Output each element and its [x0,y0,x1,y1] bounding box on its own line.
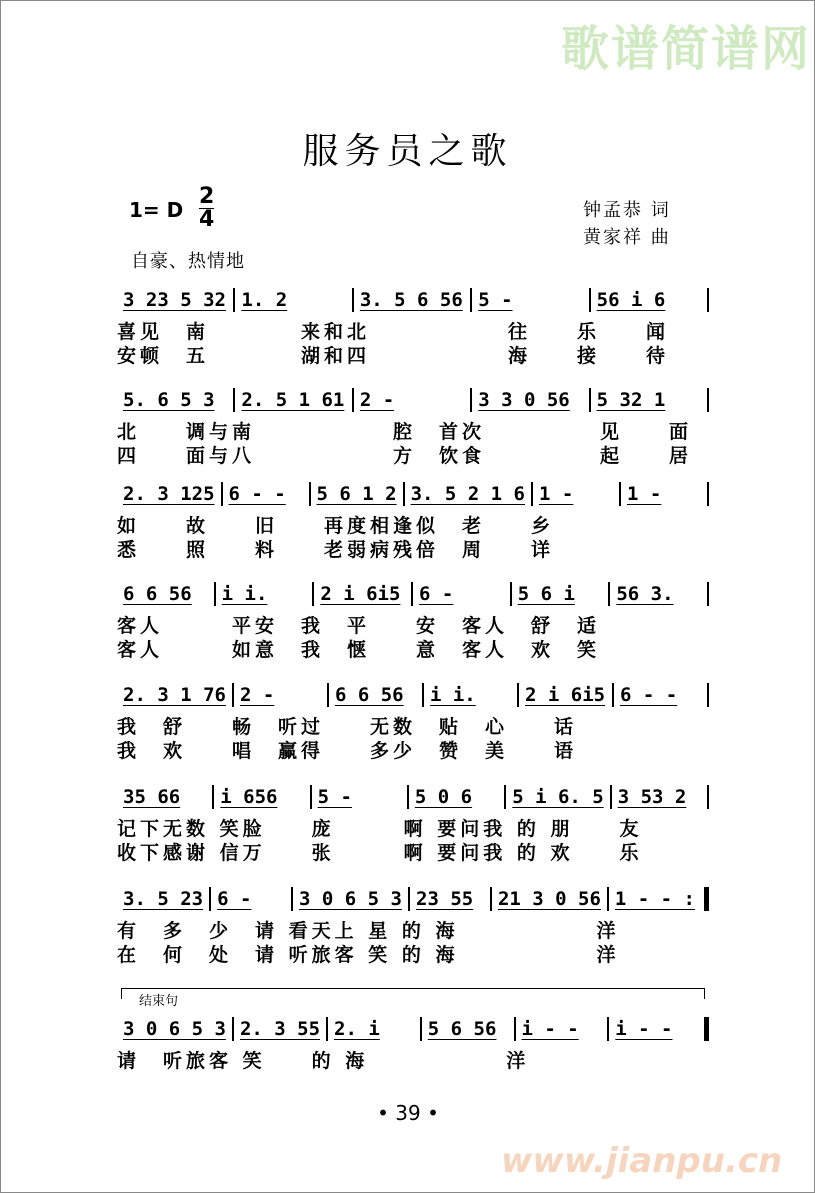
lyricist: 钟孟恭 词 [583,200,671,221]
measure: 2. i [334,1018,380,1040]
measure: 1 - [626,483,662,505]
measure: 3 53 2 [617,786,687,808]
lyrics-verse-2: 客人 如意 我 惬 意 客人 欢 笑 [117,639,601,661]
measure: 1 - - : [614,888,695,910]
measure: 6 6 56 [334,684,404,706]
lyrics-verse-2: 我 欢 唱 赢得 多少 赞 美 语 [117,740,578,762]
measure: 5 6 i [517,583,575,605]
credits [583,197,671,251]
lyrics-verse-2: 四 面与八 方 饮食 起 居 [117,445,693,467]
measure: 2. 3 55 [239,1018,321,1040]
bar-line [707,482,709,506]
measure: i - - [521,1018,579,1040]
notation-row [117,886,709,912]
time-numerator: 2 [199,184,215,209]
notation-row [117,682,709,708]
lyrics-verse-1: 请 听旅客 笑 的 海 洋 [117,1050,530,1072]
notation-row [117,1016,709,1042]
song-title: 服务员之歌 [302,131,513,172]
measure: 2 - [239,684,275,706]
measure: i i. [221,583,268,605]
key-label: 1= D [129,198,184,222]
measure: 3. 5 6 56 [359,289,463,311]
lyrics-verse-1: 如 故 旧 再度相逢似 老 乡 [117,515,555,537]
measure: 3 3 0 56 [478,389,570,411]
lyrics-verse-1: 我 舒 畅 听过 无数 贴 心 话 [117,716,578,738]
measure: 2. 3 1 76 [123,684,226,706]
measure: 2. 3 125 [123,483,215,505]
measure: 5 32 1 [596,389,666,411]
tempo-marking: 自豪、热情地 [131,251,245,272]
measure: i - - [615,1018,673,1040]
bar-line [707,785,709,809]
measure: 5 0 6 [414,786,473,808]
composer: 黄家祥 曲 [583,227,671,248]
measure: 56 3. [616,583,674,605]
lyrics-verse-2: 安顿 五 湖和四 海 接 待 [117,345,670,367]
measure: 1 - [538,483,574,505]
measure: 3 0 6 5 3 [299,888,402,910]
lyrics-verse-1: 喜见 南 来和北 往 乐 闻 [117,321,670,343]
notation-row [117,784,709,810]
time-signature [199,186,214,231]
measure: 6 - - [228,483,286,505]
measure: 3. 5 23 [123,888,204,910]
measure: 3 23 5 32 [123,289,226,311]
measure: 5 6 1 2 [316,483,397,505]
ending-label: 结束句 [139,994,179,1009]
notation-row [117,481,709,507]
measure: 6 - [217,888,252,910]
measure: 5 - [478,289,513,311]
measure: 5. 6 5 3 [123,389,215,411]
time-denominator: 4 [199,207,215,232]
lyrics-verse-2: 收下感谢 信万 张 啊 要问我 的 欢 乐 [117,842,643,864]
measure: 2 - [359,389,395,411]
measure: 56 i 6 [596,289,666,311]
measure: 3. 5 2 1 6 [410,483,525,505]
measure: 6 - [419,583,454,605]
bar-line [707,288,709,312]
watermark-logo: 歌谱简谱网 [561,21,812,77]
lyrics-verse-1: 客人 平安 我 平 安 客人 舒 适 [117,615,601,637]
watermark-url: www.jianpu.cn [501,1141,783,1181]
measure: 2 i 6i5 [525,684,606,706]
measure: 5 i 6. 5 [512,786,604,808]
measure: 1. 2 [241,289,288,311]
measure: i i. [429,684,476,706]
measure: i 656 [220,786,278,808]
measure: 5 6 56 [427,1018,497,1040]
lyrics-verse-2: 在 何 处 请 听旅客 笑 的 海 洋 [117,944,620,966]
key-signature [129,184,215,232]
notation-row [117,287,709,313]
page-number: • 39 • [377,1101,439,1125]
notation-row [117,387,709,413]
bar-line [707,388,709,412]
lyrics-verse-1: 北 调与南 腔 首次 见 面 [117,421,693,443]
lyrics-verse-2: 悉 照 料 老弱病残倍 周 详 [117,539,555,561]
bar-line [707,683,709,707]
measure: 21 3 0 56 [497,888,601,910]
measure: 2. 5 1 61 [241,389,345,411]
measure: 5 - [317,786,352,808]
bar-line [704,887,709,911]
bar-line [704,1017,709,1041]
measure: 3 0 6 5 3 [123,1018,226,1040]
notation-row [117,581,709,607]
lyrics-verse-1: 有 多 少 请 看天上 星 的 海 洋 [117,920,620,942]
ending-bracket [121,988,705,999]
lyrics-verse-1: 记下无数 笑脸 庞 啊 要问我 的 朋 友 [117,818,643,840]
measure: 2 i 6i5 [320,583,401,605]
measure: 23 55 [416,888,474,910]
measure: 6 6 56 [123,583,192,605]
bar-line [707,582,709,606]
measure: 35 66 [123,786,181,808]
measure: 6 - - [620,684,678,706]
